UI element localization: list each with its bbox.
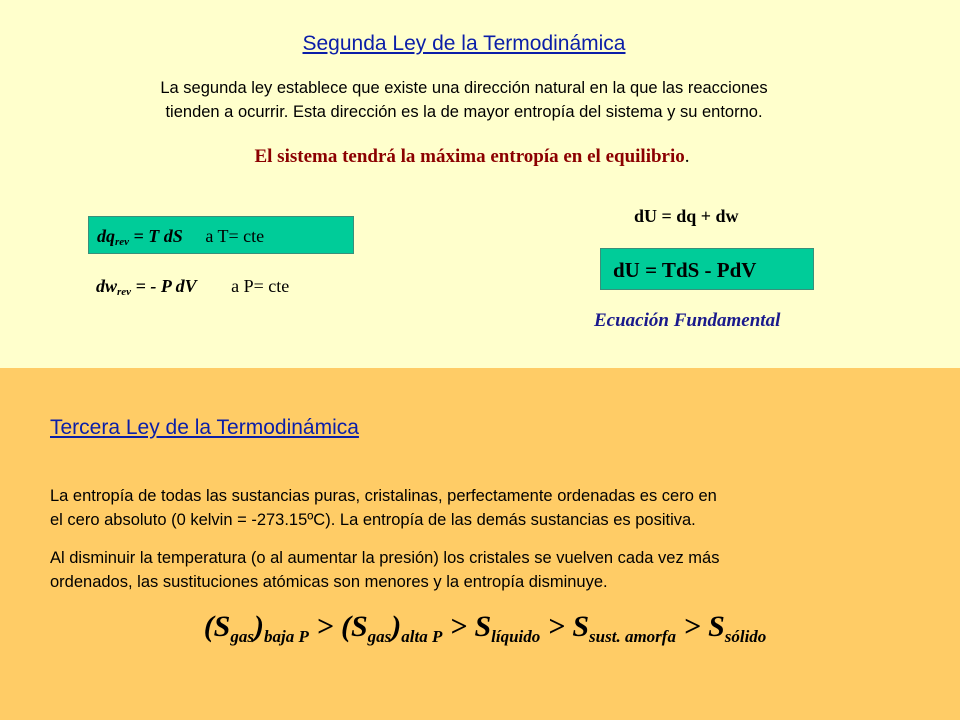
second-law-paragraph-line-1: La segunda ley establece que existe una dirección natural en la que las reacciones bbox=[160, 79, 768, 97]
third-law-title: Tercera Ley de la Termodinámica bbox=[50, 416, 359, 439]
du-equation: dU = dq + dw bbox=[634, 206, 739, 226]
inequality-sub-2: baja P bbox=[264, 627, 309, 646]
equilibrium-highlight-text: El sistema tendrá la máxima entropía en el equilibrio bbox=[254, 146, 685, 167]
third-law-paragraph-2-line-1: Al disminuir la temperatura (o al aumentar la presión) los cristales se vuelven cada vez más bbox=[50, 549, 720, 567]
equilibrium-highlight bbox=[0, 146, 944, 168]
inequality-part-3: > (S bbox=[308, 610, 368, 643]
dw-condition: a P= cte bbox=[231, 276, 290, 296]
second-law-paragraph bbox=[0, 76, 928, 124]
entropy-inequality bbox=[0, 610, 960, 647]
dq-rev-equation-box bbox=[88, 216, 354, 254]
inequality-part-1: (S bbox=[203, 610, 231, 643]
dq-rhs: = T dS bbox=[129, 226, 183, 246]
fundamental-caption: Ecuación Fundamental bbox=[594, 310, 781, 331]
dq-condition: a T= cte bbox=[205, 226, 265, 246]
inequality-sub-3: gas bbox=[367, 627, 392, 646]
dq-main: dq bbox=[97, 226, 115, 246]
inequality-sub-7: sólido bbox=[724, 627, 767, 646]
third-law-paragraph-2-line-2: ordenados, las sustituciones atómicas son menores y la entropía disminuye. bbox=[50, 573, 608, 591]
second-law-paragraph-line-2: tienden a ocurrir. Esta dirección es la de mayor entropía del sistema y su entorno. bbox=[165, 103, 763, 121]
fundamental-equation-box: dU = TdS - PdV bbox=[600, 248, 814, 290]
equilibrium-highlight-period: . bbox=[684, 146, 690, 167]
inequality-sub-4: alta P bbox=[401, 627, 443, 646]
dw-main: dw bbox=[96, 276, 118, 296]
second-law-title: Segunda Ley de la Termodinámica bbox=[302, 32, 626, 55]
dw-rev-equation bbox=[96, 276, 289, 298]
inequality-part-7: > S bbox=[675, 610, 725, 643]
inequality-part-4: ) bbox=[391, 610, 402, 643]
third-law-paragraph-1-line-2: el cero absoluto (0 kelvin = -273.15ºC). La entropía de las demás sustancias es positiva. bbox=[50, 511, 696, 529]
third-law-paragraph-2 bbox=[50, 546, 930, 594]
dq-sub: rev bbox=[115, 236, 130, 248]
inequality-sub-6: sust. amorfa bbox=[589, 627, 676, 646]
dw-sub: rev bbox=[117, 286, 132, 298]
inequality-part-6: > S bbox=[540, 610, 590, 643]
dw-rhs: = - P dV bbox=[131, 276, 197, 296]
third-law-paragraph-1-line-1: La entropía de todas las sustancias puras, cristalinas, perfectamente ordenadas es cero en bbox=[50, 487, 717, 505]
inequality-part-2: ) bbox=[254, 610, 264, 643]
inequality-part-5: > S bbox=[442, 610, 492, 643]
inequality-sub-1: gas bbox=[230, 627, 254, 646]
inequality-sub-5: líquido bbox=[491, 627, 541, 646]
third-law-paragraph-1 bbox=[50, 484, 930, 532]
